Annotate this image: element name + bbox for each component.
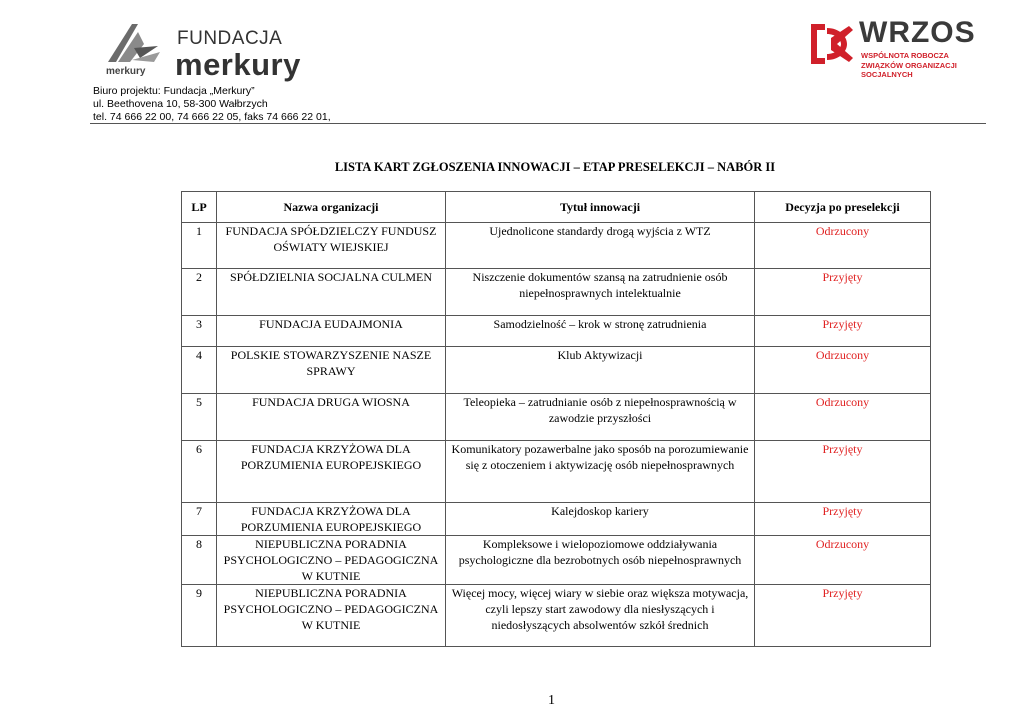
- address-line: Biuro projektu: Fundacja „Merkury”: [93, 85, 255, 97]
- merkury-logo: [104, 22, 334, 82]
- row-innovation-title: Kompleksowe i wielopoziomowe oddziaływania psychologiczne dla bezrobotnych osób niepełnosprawnych: [446, 536, 755, 585]
- table-row: [182, 585, 931, 647]
- table-row: [182, 536, 931, 585]
- column-header-organization: Nazwa organizacji: [217, 192, 446, 223]
- table-row: [182, 441, 931, 503]
- row-lp: 5: [182, 394, 217, 441]
- row-lp: 4: [182, 347, 217, 394]
- row-organization: FUNDACJA KRZYŻOWA DLA PORZUMIENIA EUROPEJSKIEGO: [217, 503, 446, 536]
- row-organization: FUNDACJA KRZYŻOWA DLA PORZUMIENIA EUROPEJSKIEGO: [217, 441, 446, 503]
- row-innovation-title: Samodzielność – krok w stronę zatrudnienia: [446, 316, 755, 347]
- row-innovation-title: Komunikatory pozawerbalne jako sposób na porozumiewanie się z otoczeniem i aktywizację osób niepełnosprawnych: [446, 441, 755, 503]
- wrzos-logo: [805, 16, 985, 79]
- row-lp: 9: [182, 585, 217, 647]
- row-decision: Przyjęty: [755, 585, 931, 647]
- merkury-logo-mark-text: merkury: [106, 66, 146, 77]
- table-row: [182, 316, 931, 347]
- row-decision: Odrzucony: [755, 394, 931, 441]
- address-line: ul. Beethovena 10, 58-300 Wałbrzych: [93, 98, 268, 110]
- address-line: tel. 74 666 22 00, 74 666 22 05, faks 74 666 22 01,: [93, 111, 331, 123]
- row-decision: Odrzucony: [755, 347, 931, 394]
- column-header-lp: LP: [182, 192, 217, 223]
- innovation-list-table: [181, 191, 931, 647]
- row-innovation-title: Więcej mocy, więcej wiary w siebie oraz większa motywacja, czyli lepszy start zawodowy dla niesłyszących i niedosłyszących absolwentów szkół średnich: [446, 585, 755, 647]
- wrzos-logo-tagline: WSPÓLNOTA ROBOCZA ZWIĄZKÓW ORGANIZACJI SOCJALNYCH: [861, 51, 957, 79]
- row-decision: Przyjęty: [755, 503, 931, 536]
- row-decision: Odrzucony: [755, 536, 931, 585]
- table-row: [182, 269, 931, 316]
- row-innovation-title: Niszczenie dokumentów szansą na zatrudnienie osób niepełnosprawnych intelektualnie: [446, 269, 755, 316]
- merkury-logo-line2: merkury: [175, 47, 301, 82]
- row-organization: SPÓŁDZIELNIA SOCJALNA CULMEN: [217, 269, 446, 316]
- project-address: [93, 85, 331, 124]
- wrzos-logo-word: WRZOS: [859, 16, 976, 49]
- row-innovation-title: Ujednolicone standardy drogą wyjścia z WTZ: [446, 223, 755, 269]
- row-decision: Przyjęty: [755, 269, 931, 316]
- row-lp: 6: [182, 441, 217, 503]
- merkury-logo-line1: FUNDACJA: [177, 28, 283, 49]
- row-organization: NIEPUBLICZNA PORADNIA PSYCHOLOGICZNO – PEDAGOGICZNA W KUTNIE: [217, 536, 446, 585]
- column-header-decision: Decyzja po preselekcji: [755, 192, 931, 223]
- row-organization: FUNDACJA SPÓŁDZIELCZY FUNDUSZ OŚWIATY WIEJSKIEJ: [217, 223, 446, 269]
- table-row: [182, 394, 931, 441]
- row-lp: 8: [182, 536, 217, 585]
- row-innovation-title: Klub Aktywizacji: [446, 347, 755, 394]
- table-header-row: [182, 192, 931, 223]
- row-lp: 7: [182, 503, 217, 536]
- row-decision: Odrzucony: [755, 223, 931, 269]
- row-lp: 2: [182, 269, 217, 316]
- table-row: [182, 347, 931, 394]
- page-number: 1: [548, 693, 555, 708]
- row-innovation-title: Kalejdoskop kariery: [446, 503, 755, 536]
- row-organization: FUNDACJA EUDAJMONIA: [217, 316, 446, 347]
- table-row: [182, 503, 931, 536]
- row-organization: POLSKIE STOWARZYSZENIE NASZE SPRAWY: [217, 347, 446, 394]
- row-decision: Przyjęty: [755, 441, 931, 503]
- document-title: LISTA KART ZGŁOSZENIA INNOWACJI – ETAP PRESELEKCJI – NABÓR II: [334, 160, 776, 174]
- wrzos-logo-mark-icon: [805, 18, 857, 70]
- row-lp: 3: [182, 316, 217, 347]
- row-organization: NIEPUBLICZNA PORADNIA PSYCHOLOGICZNO – PEDAGOGICZNA W KUTNIE: [217, 585, 446, 647]
- row-lp: 1: [182, 223, 217, 269]
- table-row: [182, 223, 931, 269]
- row-organization: FUNDACJA DRUGA WIOSNA: [217, 394, 446, 441]
- header-divider: [90, 123, 986, 124]
- row-decision: Przyjęty: [755, 316, 931, 347]
- column-header-innovation-title: Tytuł innowacji: [446, 192, 755, 223]
- row-innovation-title: Teleopieka – zatrudnianie osób z niepełnosprawnością w zawodzie przyszłości: [446, 394, 755, 441]
